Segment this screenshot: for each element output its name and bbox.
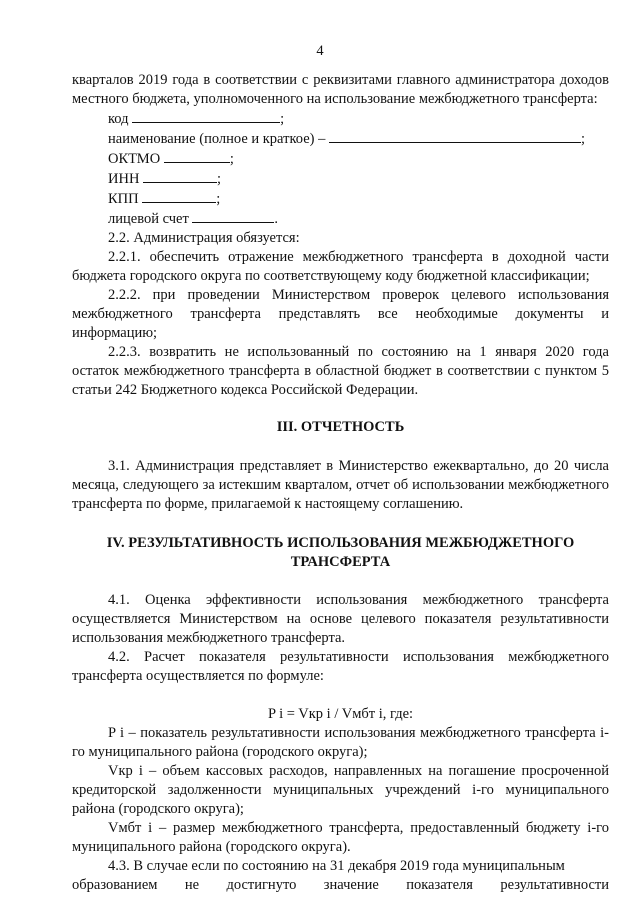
blank-line (132, 109, 280, 123)
definition-vkr: Vкр i – объем кассовых расходов, направленных на погашение просроченной кредиторской задолженности муниципальных учреждений i-го муниципального района (городского округа); (72, 763, 609, 817)
requisite-kpp: КПП ; (108, 191, 221, 207)
clause-2-2-2: 2.2.2. при проведении Министерством проверок целевого использования межбюджетного трансферта представлять все необходимые документы и информацию; (72, 287, 609, 341)
requisite-name: наименование (полное и краткое) – ; (108, 131, 585, 147)
clause-4-3-line1: 4.3. В случае если по состоянию на 31 декабря 2019 года муниципальным (108, 858, 565, 874)
clause-2-2: 2.2. Администрация обязуется: (108, 230, 300, 246)
formula: P i = Vкр i / Vмбт i, где: (267, 706, 414, 722)
requisite-kod: код ; (108, 111, 285, 127)
blank-line (164, 149, 230, 163)
clause-4-2: 4.2. Расчет показателя результативности использования межбюджетного трансферта осуществляется по формуле: (72, 649, 609, 684)
section-heading-effectiveness: IV. РЕЗУЛЬТАТИВНОСТЬ ИСПОЛЬЗОВАНИЯ МЕЖБЮДЖЕТНОГО ТРАНСФЕРТА (106, 535, 575, 570)
blank-line (192, 209, 274, 223)
clause-3-1: 3.1. Администрация представляет в Министерство ежеквартально, до 20 числа месяца, следующего за истекшим кварталом, отчет об использовании межбюджетного трансферта по форме, прилагаемой к настоящему соглашению. (72, 458, 609, 512)
section-heading-reporting: III. ОТЧЕТНОСТЬ (276, 419, 405, 435)
requisite-oktmo: ОКТМО ; (108, 151, 234, 167)
requisite-account: лицевой счет . (108, 211, 279, 227)
blank-line (329, 129, 581, 143)
paragraph-intro: кварталов 2019 года в соответствии с реквизитами главного администратора доходов местного бюджета, уполномоченного на использование межбюджетного трансферта: (72, 72, 609, 107)
clause-2-2-3: 2.2.3. возвратить не использованный по состоянию на 1 января 2020 года остаток межбюджетного трансферта в областной бюджет в соответствии с пунктом 5 статьи 242 Бюджетного кодекса Российской Федерации. (72, 344, 609, 398)
blank-line (142, 189, 216, 203)
page-number: 4 (316, 43, 324, 59)
clause-4-3-line2: образованием не достигнуто значение показателя результативности (72, 877, 609, 893)
definition-vmbt: Vмбт i – размер межбюджетного трансферта, предоставленный бюджету i-го муниципального района (городского округа). (72, 820, 609, 855)
clause-2-2-1: 2.2.1. обеспечить отражение межбюджетного трансферта в доходной части бюджета городского округа по соответствующему коду бюджетной классификации; (72, 249, 609, 284)
document-body (72, 71, 609, 895)
definition-p: P i – показатель результативности использования межбюджетного трансферта i-го муниципального района (городского округа); (72, 725, 609, 760)
clause-4-1: 4.1. Оценка эффективности использования межбюджетного трансферта осуществляется Министерством на основе целевого показателя результативности использования межбюджетного трансферта. (72, 592, 609, 646)
blank-line (143, 169, 217, 183)
requisite-inn: ИНН ; (108, 171, 222, 187)
